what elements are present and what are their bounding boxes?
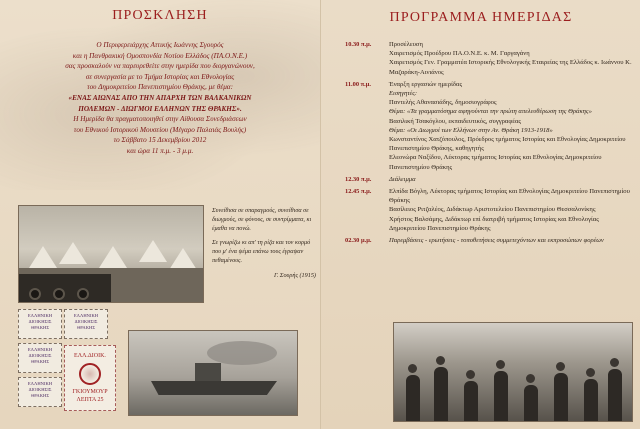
invitation-text: [14, 40, 306, 157]
schedule-time: 11.00 π.μ.: [345, 80, 371, 88]
schedule-row: [345, 175, 633, 184]
schedule-line: Χαιρετισμός Προέδρου ΠΑ.Ο.Ν.Ε. κ. Μ. Γαργαγάνη: [389, 50, 530, 58]
poem-stanza: Συνείθισα σε σπαραγμούς, συνείθισα σε διωγμούς, σε φόνους, σε συντρίμματα, κι έμαθα να πονώ.: [212, 207, 312, 232]
invite-topic-line: ΠΟΛΕΜΩΝ - ΔΙΩΓΜΟΙ ΕΛΛΗΝΩΝ ΤΗΣ ΘΡΑΚΗΣ».: [78, 104, 242, 113]
refugees-photo: [393, 322, 633, 422]
red-overprint-stamp: ΕΛΛ.ΔΙΟΙΚ. ΓΚΙΟΥΜΟΥΡ ΛΕΠΤΑ 25: [64, 345, 116, 411]
schedule-line: Διάλειμμα: [389, 175, 416, 183]
poem-stanza: Σε γνωρίζω κι απ' τη ρίζα και τον κορμό που μ' ένα ψέμα επάνω τους έγραψαν πεθαμένους.: [212, 239, 311, 264]
invite-time-line: και ώρα 11 π.μ. - 3 μ.μ.: [126, 146, 194, 155]
schedule-time: 10.30 π.μ.: [345, 41, 372, 48]
invite-line: σε συνεργασία με το Τμήμα Ιστορίας και Εθνολογίας: [85, 72, 235, 81]
invite-line: του Δημοκριτείου Πανεπιστημίου Θράκης, με θέμα:: [87, 83, 233, 92]
schedule-content: [389, 187, 633, 233]
schedule-content: [389, 40, 633, 77]
schedule-line: Χαιρετισμός Γεν. Γραμματέα Ιστορικής Εθνολογικής Εταιρείας της Ελλάδος κ. Ιωάννου Κ. Μαζαράκη-Αινιάνος: [389, 59, 632, 76]
poem-quote: [212, 207, 316, 281]
schedule-line: Έναρξη εργασιών ημερίδας: [389, 80, 463, 88]
schedule-line: Θέμα: «Οι Διωγμοί των Ελλήνων στην Αν. Θράκη 1913-1918»: [389, 126, 553, 134]
schedule-line: Παντελής Αθανασιάδης, δημοσιογράφος: [389, 99, 497, 107]
schedule-time: 12.30 π.μ.: [345, 175, 372, 183]
schedule-line: Θέμα: «Τα γραμματόσημα αφηγούνται την πρώτη απελευθέρωση της Θράκης»: [389, 108, 592, 116]
invite-line: Η Ημερίδα θα πραγματοποιηθεί στην Αίθουσα Συνεδριάσεων: [73, 115, 247, 124]
schedule-line: Παρεμβάσεις - ερωτήσεις - τοποθετήσεις συμμετεχόντων και εκπροσώπων φορέων: [389, 237, 604, 245]
schedule-line: Κωνσταντίνος Χατζόπουλος, Πρόεδρος τμήματος Ιστορίας και Εθνολογίας Δημοκριτείου Πανεπιστημίου Θράκης, καθηγητής: [389, 136, 626, 153]
schedule-row: [345, 236, 633, 245]
schedule-content: [389, 236, 633, 245]
program-schedule: [345, 40, 633, 248]
schedule-line: Εισηγητές:: [389, 90, 418, 98]
schedule-line: Βασίλειος Ριτζαλέος, Διδάκτωρ Αριστοτελείου Πανεπιστημίου Θεσσαλονίκης: [389, 206, 596, 214]
invite-line: Ο Περιφερειάρχης Αττικής Ιωάννης Σγουρός: [96, 41, 224, 49]
schedule-row: [345, 40, 633, 77]
right-page: [320, 0, 640, 429]
invite-line: σας προσκαλούν να παρευρεθείτε στην ημερίδα που διοργανώνουν,: [65, 62, 255, 71]
schedule-time: 02.30 μ.μ.: [345, 237, 372, 245]
invitation-heading: ΠΡΟΣΚΛΗΣΗ: [112, 8, 208, 23]
schedule-time: 12.45 π.μ.: [345, 188, 372, 196]
schedule-line: Βασιλική Τσακόγλου, εκπαιδευτικός, συγγραφέας: [389, 117, 522, 125]
seal-icon: [79, 363, 101, 385]
program-heading: ΠΡΟΓΡΑΜΜΑ ΗΜΕΡΙΔΑΣ: [389, 10, 573, 25]
invite-line: και η Πανθρακική Ομοσπονδία Νοτίου Ελλάδος (ΠΑ.Ο.Ν.Ε.): [72, 51, 248, 60]
stamps-collage: [18, 309, 118, 417]
schedule-content: [389, 80, 633, 172]
stamp: ΕΛΛΗΝΙΚΗ ΔΙΟΙΚΗΣΙΣ ΘΡΑΚΗΣ: [64, 309, 108, 339]
invite-date-line: το Σάββατο 15 Δεκεμβρίου 2012: [113, 136, 207, 145]
refugee-camp-photo: [18, 205, 204, 303]
poem-author: Γ. Σουρής (1915): [273, 271, 316, 279]
stamp: ΕΛΛΗΝΙΚΗ ΔΙΟΙΚΗΣΙΣ ΘΡΑΚΗΣ: [18, 377, 62, 407]
stamp: ΕΛΛΗΝΙΚΗ ΔΙΟΙΚΗΣΙΣ ΘΡΑΚΗΣ: [18, 309, 62, 339]
invite-topic-line: «ΕΝΑΣ ΑΙΩΝΑΣ ΑΠΟ ΤΗΝ ΑΠΑΡΧΗ ΤΩΝ ΒΑΛΚΑΝΙΚΩΝ: [68, 93, 252, 102]
stamp: ΕΛΛΗΝΙΚΗ ΔΙΟΙΚΗΣΙΣ ΘΡΑΚΗΣ: [18, 343, 62, 373]
schedule-row: [345, 80, 633, 172]
invite-line: του Εθνικού Ιστορικού Μουσείου (Μέγαρο Παλαιάς Βουλής): [73, 125, 247, 134]
schedule-line: Ελπίδα Βόγλη, Λέκτορας τμήματος Ιστορίας και Εθνολογίας Δημοκριτείου Πανεπιστημίου Θράκης: [389, 188, 630, 205]
schedule-content: [389, 175, 633, 184]
warship-photo: [128, 330, 298, 416]
schedule-row: [345, 187, 633, 233]
schedule-line: Χρήστος Βαλσάμης, Διδάκτωρ επί διατριβή τμήματος Ιστορίας και Εθνολογίας Δημοκριτείου Πανεπιστημίου Θράκης: [389, 215, 599, 232]
schedule-line: Προσέλευση: [389, 41, 423, 48]
schedule-line: Ελεονώρα Ναξίδου, Λέκτορας τμήματος Ιστορίας και Εθνολογίας Δημοκριτείου Πανεπιστημίου Θράκης: [389, 154, 602, 171]
